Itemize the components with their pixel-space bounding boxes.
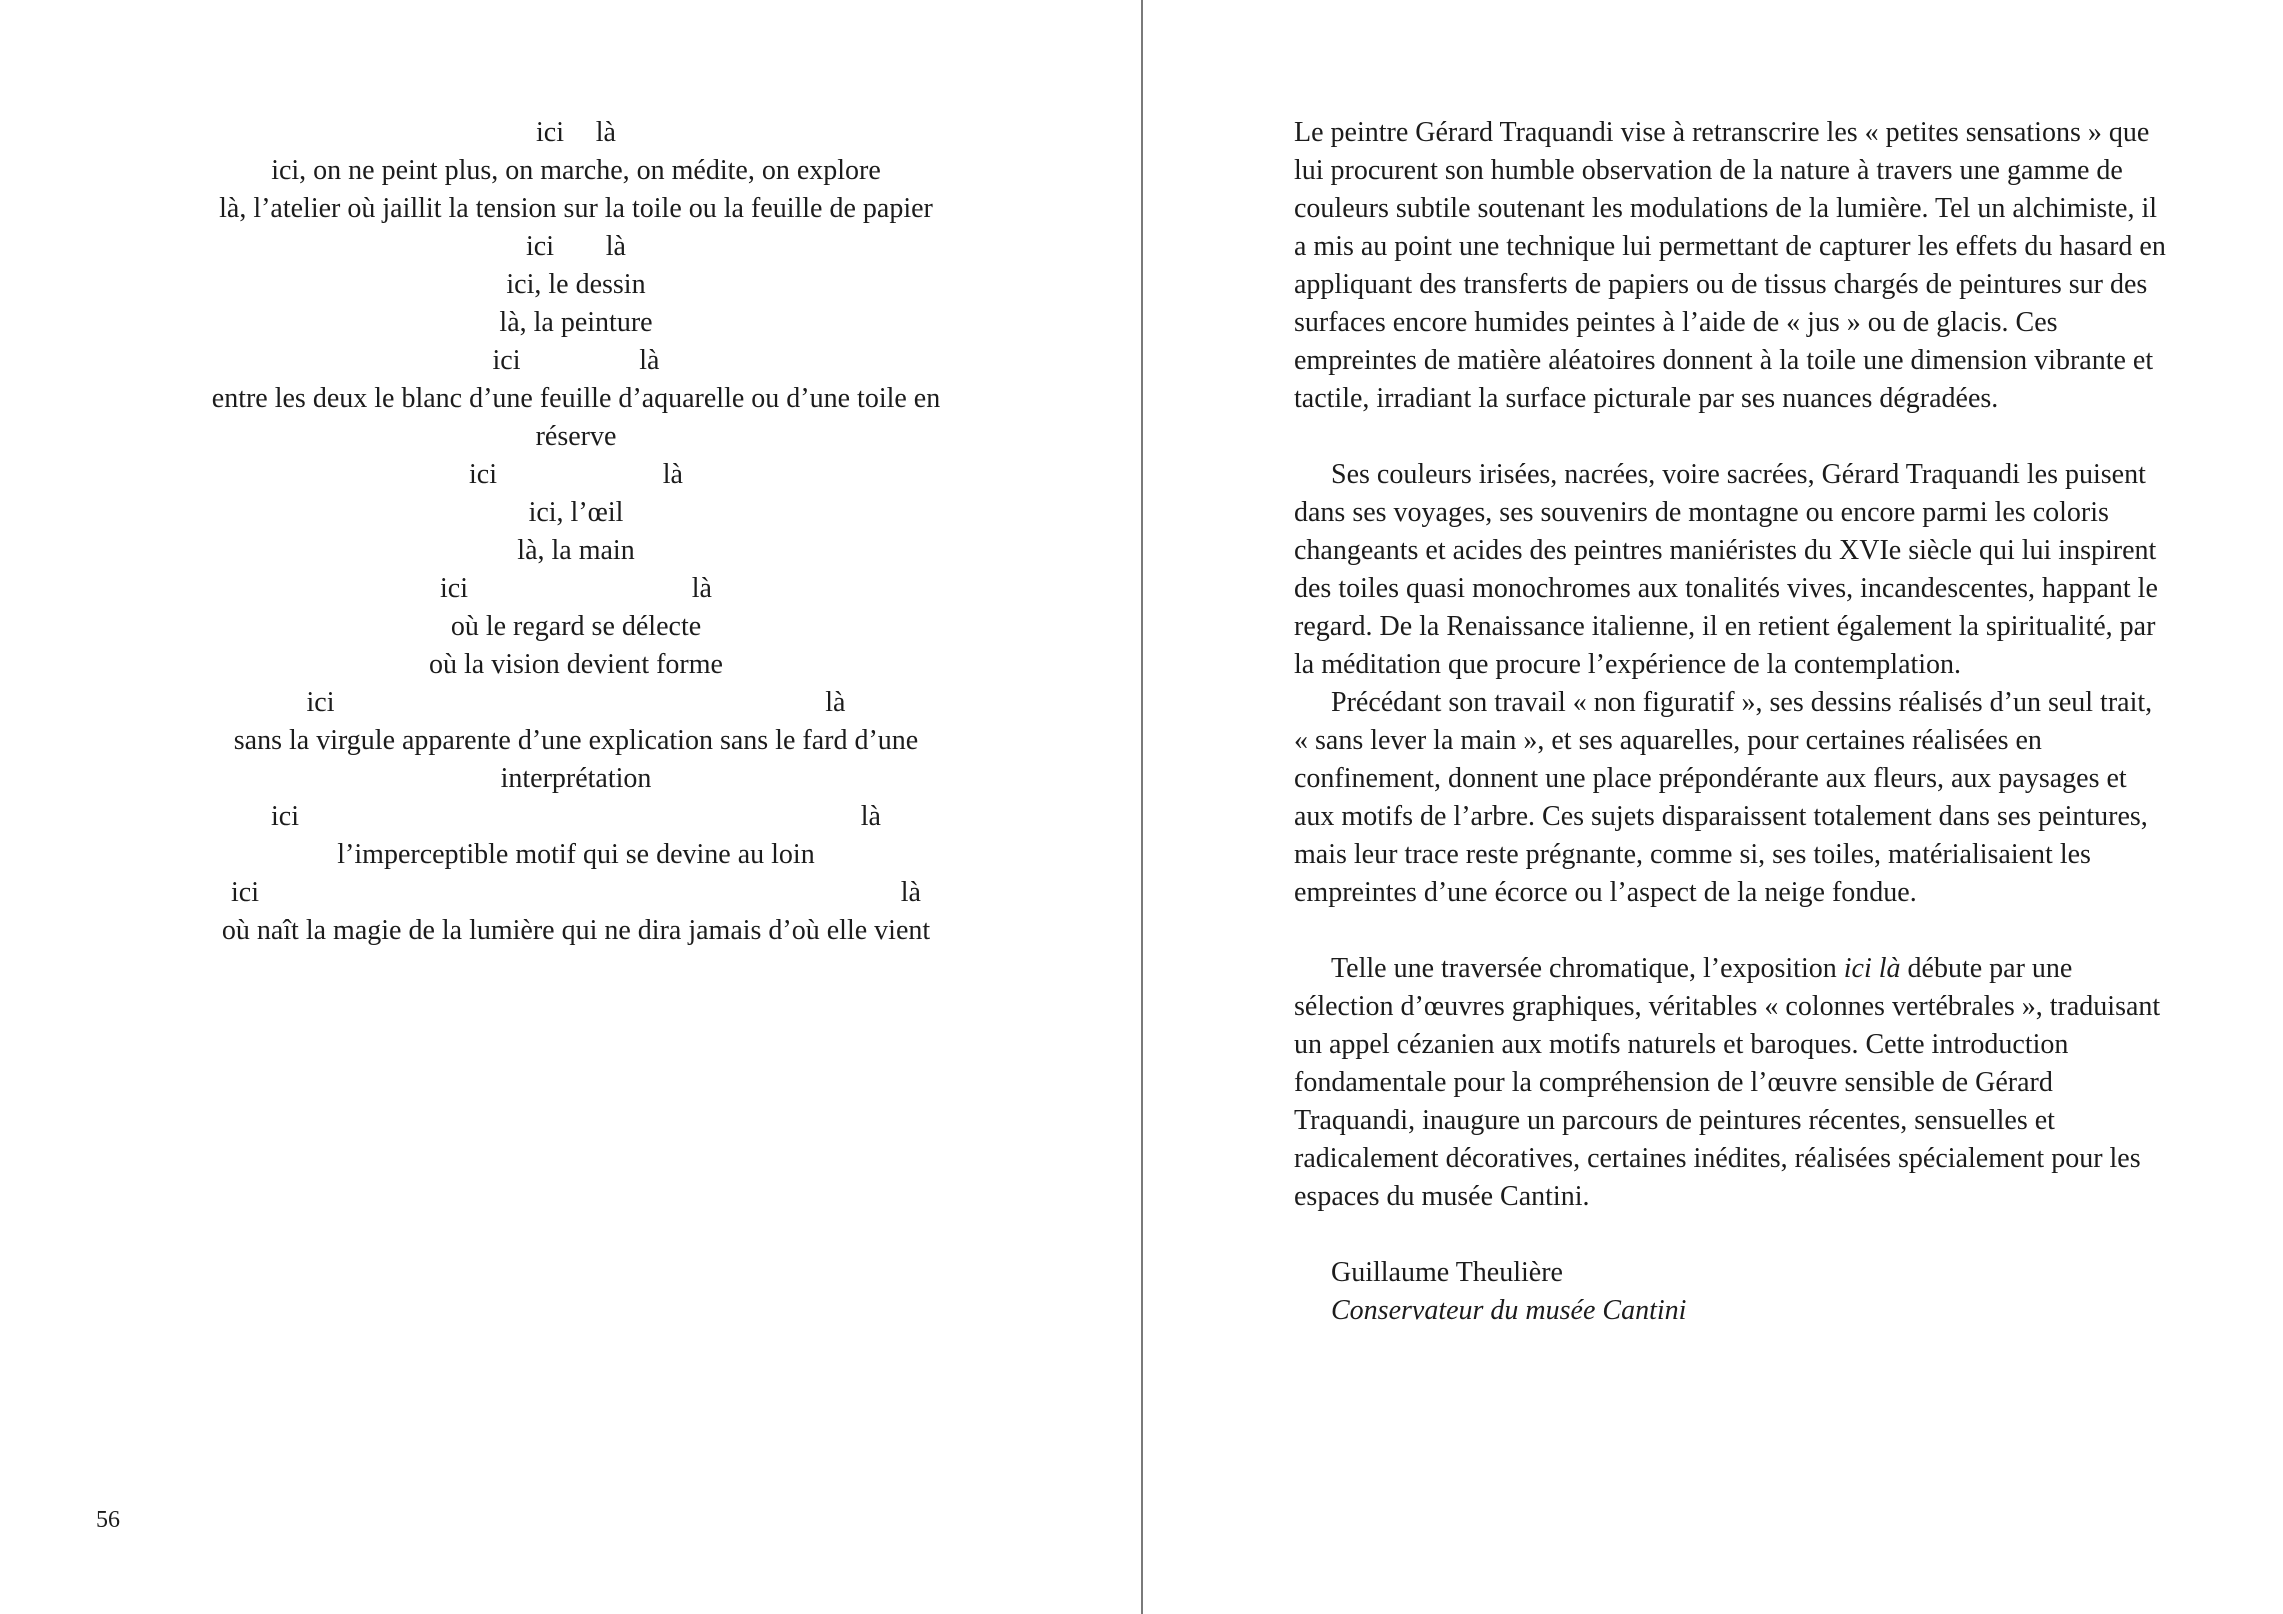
poem-line-pair — [96, 456, 1056, 494]
poem-line: là, la peinture — [499, 307, 653, 338]
poem-line-pair — [96, 342, 1056, 380]
poem-word-la: là — [639, 345, 660, 376]
poem-word-la: là — [605, 231, 626, 262]
poem-line: réserve — [535, 421, 617, 452]
poem-word-ici: ici — [526, 231, 554, 262]
left-page — [0, 0, 1141, 1614]
poem-line: là, l’atelier où jaillit la tension sur la toile ou la feuille de papier — [219, 193, 933, 224]
poem — [96, 114, 1056, 950]
poem-word-ici: ici — [492, 345, 521, 376]
poem-line: ici, l’œil — [528, 497, 624, 528]
poem-word-la: là — [662, 459, 683, 490]
poem-pair-spread — [271, 798, 881, 836]
poem-word-la: là — [860, 801, 881, 832]
poem-line-pair — [96, 684, 1056, 722]
poem-line: sans la virgule apparente d’une explication sans le fard d’une — [233, 725, 919, 756]
poem-pair-spread — [493, 342, 660, 380]
poem-line: interprétation — [500, 763, 652, 794]
paragraph-text: Telle une traversée chromatique, l’exposition — [1331, 953, 1844, 984]
right-page — [1143, 0, 2283, 1614]
poem-word-la: là — [691, 573, 712, 604]
poem-line: là, la main — [517, 535, 635, 566]
poem-word-la: là — [595, 117, 616, 148]
poem-line: où naît la magie de la lumière qui ne dira jamais d’où elle vient — [221, 915, 931, 946]
poem-word-ici: ici — [231, 877, 259, 908]
paragraph — [1294, 114, 2170, 418]
poem-line-pair — [96, 798, 1056, 836]
paragraph-text: Précédant son travail « non figuratif », ses dessins réalisés d’un seul trait, « sans lever la main », et ses aquarelles, pour certaines réalisées en confinement, donnent une place prépondérante aux fleurs, aux paysages et aux motifs de l’arbre. Ces sujets disparaissent totalement dans ses peintures, mais leur trace reste prégnante, comme si, ses toiles, matérialisaient les empreintes d’une écorce ou l’aspect de la neige fondue. — [1294, 687, 2153, 908]
essay-text — [1294, 114, 2170, 1330]
poem-pair-spread — [536, 114, 616, 152]
exhibition-title-italic: ici là — [1843, 953, 1901, 984]
paragraph-text: Le peintre Gérard Traquandi vise à retranscrire les « petites sensations » que lui procurent son humble observation de la nature à travers une gamme de couleurs subtile soutenant les modulations de la lumière. Tel un alchimiste, il a mis au point une technique lui permettant de capturer les effets du hasard en appliquant des transferts de papiers ou de tissus chargés de peintures sur des surfaces encore humides peintes à l’aide de « jus » ou de glacis. Ces empreintes de matière aléatoires donnent à la toile une dimension vibrante et tactile, irradiant la surface picturale par ses nuances dégradées. — [1294, 117, 2166, 414]
poem-word-ici: ici — [469, 459, 497, 490]
poem-word-ici: ici — [271, 801, 299, 832]
poem-word-ici: ici — [536, 117, 564, 148]
poem-word-ici: ici — [306, 687, 335, 718]
poem-pair-spread — [231, 874, 921, 912]
poem-line: ici, le dessin — [506, 269, 646, 300]
poem-pair-spread — [526, 228, 626, 266]
poem-word-ici: ici — [440, 573, 468, 604]
paragraph-text: Ses couleurs irisées, nacrées, voire sacrées, Gérard Traquandi les puisent dans ses voyages, ses souvenirs de montagne ou encore parmi les coloris changeants et acides des peintres maniéristes du XVIe siècle qui lui inspirent des toiles quasi monochromes aux tonalités vives, incandescentes, happant le regard. De la Renaissance italienne, il en retient également la spiritualité, par la méditation que procure l’expérience de la contemplation. — [1294, 459, 2158, 680]
poem-line-pair — [96, 874, 1056, 912]
signature-block — [1294, 1254, 2170, 1330]
poem-pair-spread — [307, 684, 846, 722]
poem-line: où la vision devient forme — [429, 649, 723, 680]
poem-word-la: là — [900, 877, 921, 908]
paragraph — [1294, 456, 2170, 684]
poem-line: entre les deux le blanc d’une feuille d’aquarelle ou d’une toile en — [211, 383, 941, 414]
paragraph — [1294, 950, 2170, 1216]
poem-line-pair — [96, 228, 1056, 266]
poem-line: l’imperceptible motif qui se devine au loin — [337, 839, 815, 870]
paragraph-text: débute par une sélection d’œuvres graphiques, véritables « colonnes vertébrales », traduisant un appel cézanien aux motifs naturels et baroques. Cette introduction fondamentale pour la compréhension de l’œuvre sensible de Gérard Traquandi, inaugure un parcours de peintures récentes, sensuelles et radicalement décoratives, certaines inédites, réalisées spécialement pour les espaces du musée Cantini. — [1294, 953, 2161, 1212]
poem-pair-spread — [469, 456, 683, 494]
poem-pair-spread — [440, 570, 712, 608]
author-title: Conservateur du musée Cantini — [1331, 1295, 1687, 1326]
poem-line-pair — [96, 570, 1056, 608]
poem-word-la: là — [825, 687, 846, 718]
poem-line-pair — [96, 114, 1056, 152]
page-number: 56 — [96, 1507, 120, 1533]
paragraph — [1294, 684, 2170, 912]
poem-line: où le regard se délecte — [450, 611, 702, 642]
author-name: Guillaume Theulière — [1331, 1257, 1563, 1288]
poem-line: ici, on ne peint plus, on marche, on médite, on explore — [271, 155, 881, 186]
